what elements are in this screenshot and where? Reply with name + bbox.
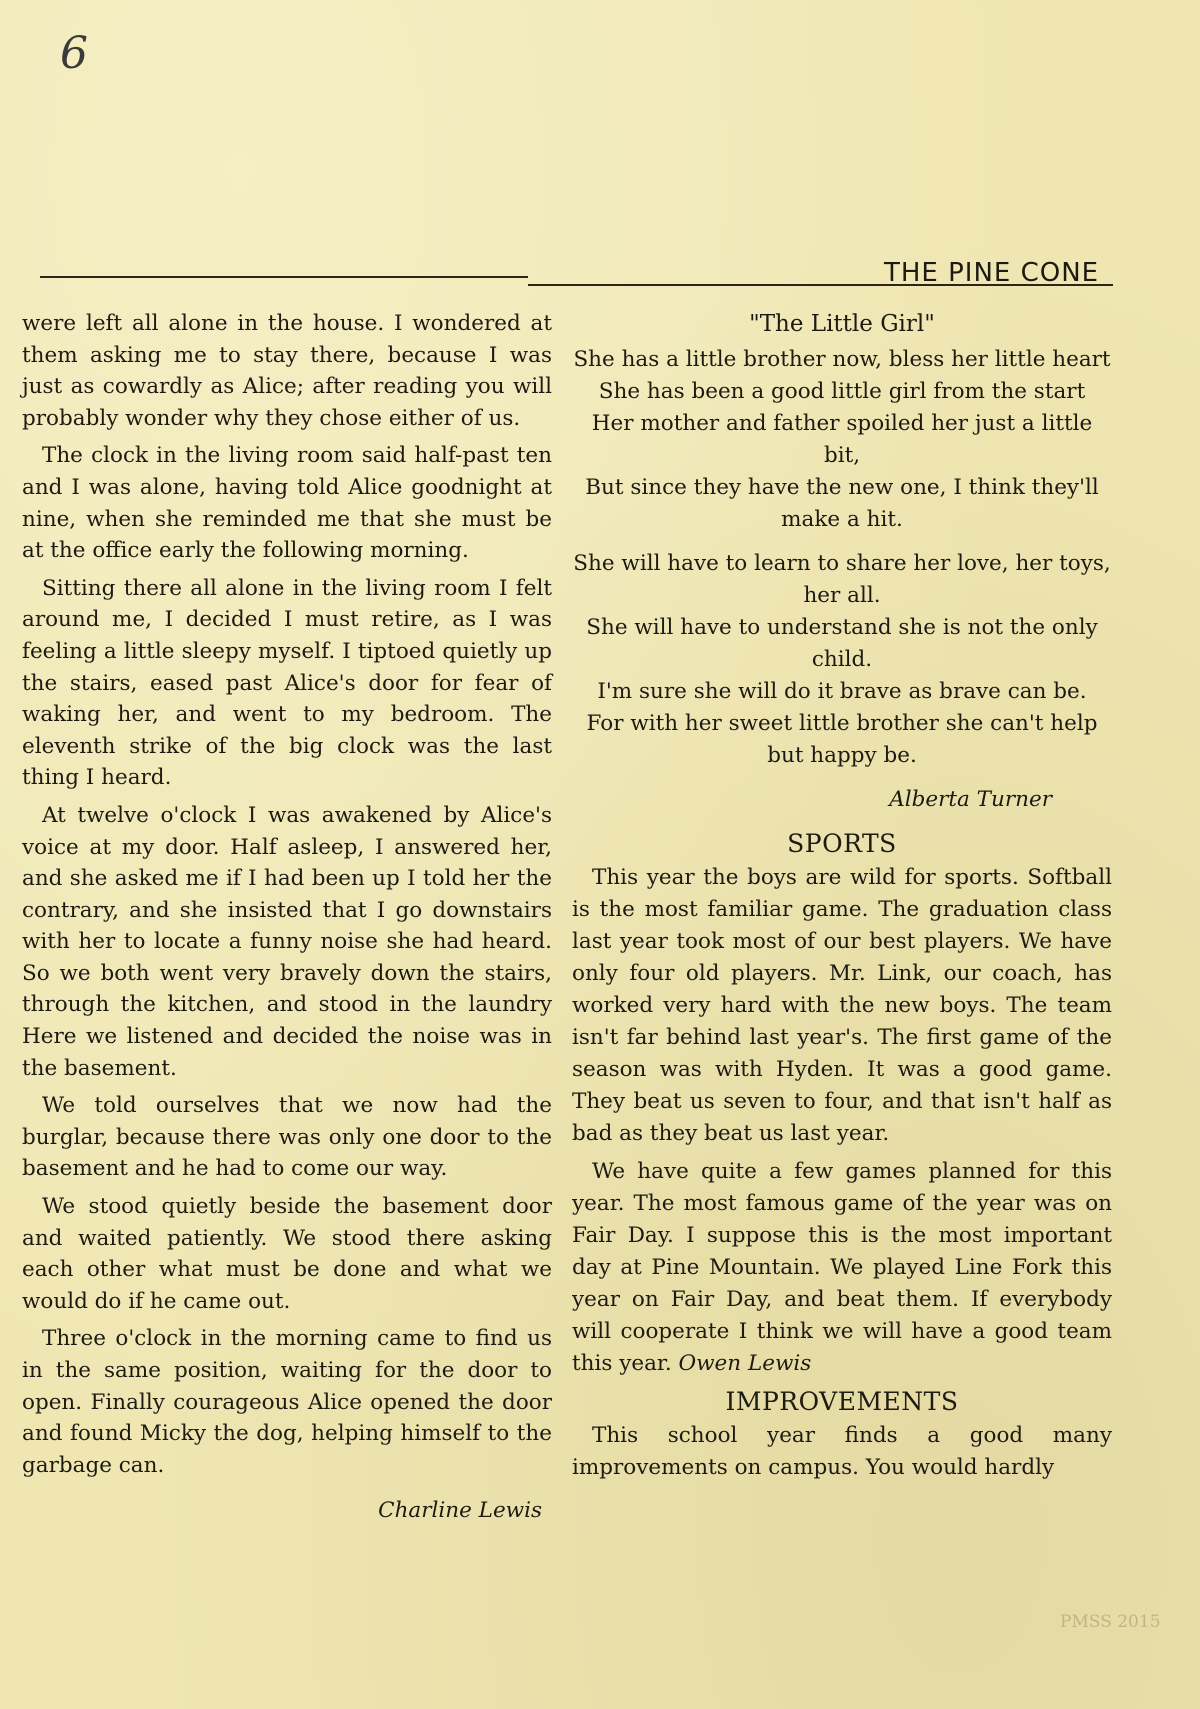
right-column	[572, 308, 1112, 1490]
sports-heading: SPORTS	[787, 829, 897, 858]
story-paragraph: were left all alone in the house. I wondered at them asking me to stay there, because I was just as cowardly as Alice; after reading you will probably wonder why they chose either of us.	[22, 311, 552, 431]
story-paragraph: Sitting there all alone in the living room I felt around me, I decided I must retire, as I was feeling a little sleepy myself. I tiptoed quietly up the stairs, eased past Alice's door for fear of waking her, and went to my bedroom. The eleventh strike of the big clock was the last thing I heard.	[22, 575, 552, 791]
story-paragraph: At twelve o'clock I was awakened by Alice's voice at my door. Half asleep, I answered her, and she asked me if I had been up I told her the contrary, and she insisted that I go downstairs with her to locate a funny noise she had heard. So we both went very bravely down the stairs, through the kitchen, and stood in the laundry Here we listened and decided the noise was in the basement.	[22, 802, 552, 1081]
header-rule-left	[40, 276, 528, 278]
story-signature: Charline Lewis	[378, 1498, 542, 1524]
story-paragraph: We stood quietly beside the basement door and waited patiently. We stood there asking each other what must be done and what we would do if he came out.	[22, 1194, 552, 1314]
poem-line: I'm sure she will do it brave as brave can be.	[597, 679, 1087, 704]
poem-line: Her mother and father spoiled her just a little bit,	[591, 411, 1093, 468]
story-paragraph: We told ourselves that we now had the burglar, because there was only one door to the basement and he had to come our way.	[22, 1093, 552, 1182]
poem-author: Alberta Turner	[889, 787, 1052, 812]
poem-line: She will have to understand she is not the only child.	[586, 615, 1098, 672]
page-number: 6	[60, 28, 88, 79]
poem-stanza-2	[572, 548, 1112, 772]
story-paragraph: Three o'clock in the morning came to find us in the same position, waiting for the door to open. Finally courageous Alice opened the door and found Micky the dog, helping himself to the garbage can.	[22, 1326, 552, 1478]
story-column	[22, 308, 552, 1527]
masthead-title: THE PINE CONE	[884, 258, 1100, 288]
poem-title: "The Little Girl"	[749, 311, 935, 337]
sports-paragraph-text: We have quite a few games planned for this year. The most famous game of the year was on Fair Day. I suppose this is the most important day at Pine Mountain. We played Line Fork this year on Fair Day, and beat them. If everybody will cooperate I think we will have a good team this year.	[572, 1159, 1112, 1376]
archive-watermark: PMSS 2015	[1060, 1612, 1161, 1632]
sports-paragraph	[572, 1156, 1112, 1380]
improvements-paragraph: This school year finds a good many improvements on campus. You would hardly	[572, 1423, 1112, 1480]
poem-line: She will have to learn to share her love, her toys, her all.	[573, 551, 1111, 608]
sports-author: Owen Lewis	[678, 1351, 812, 1376]
improvements-heading: IMPROVEMENTS	[725, 1387, 959, 1416]
poem-line: She has a little brother now, bless her little heart	[573, 347, 1111, 372]
poem-line: For with her sweet little brother she can't help but happy be.	[586, 711, 1098, 768]
poem-line: She has been a good little girl from the start	[598, 379, 1086, 404]
poem-stanza-1	[572, 344, 1112, 536]
story-paragraph: The clock in the living room said half-past ten and I was alone, having told Alice goodnight at nine, when she reminded me that she must be at the office early the following morning.	[22, 443, 552, 564]
sports-paragraph: This year the boys are wild for sports. Softball is the most familiar game. The graduation class last year took most of our best players. We have only four old players. Mr. Link, our coach, has worked very hard with the new boys. The team isn't far behind last year's. The first game of the season was with Hyden. It was a good game. They beat us seven to four, and that isn't half as bad as they beat us last year.	[572, 865, 1112, 1146]
poem-line: But since they have the new one, I think they'll make a hit.	[585, 475, 1099, 532]
